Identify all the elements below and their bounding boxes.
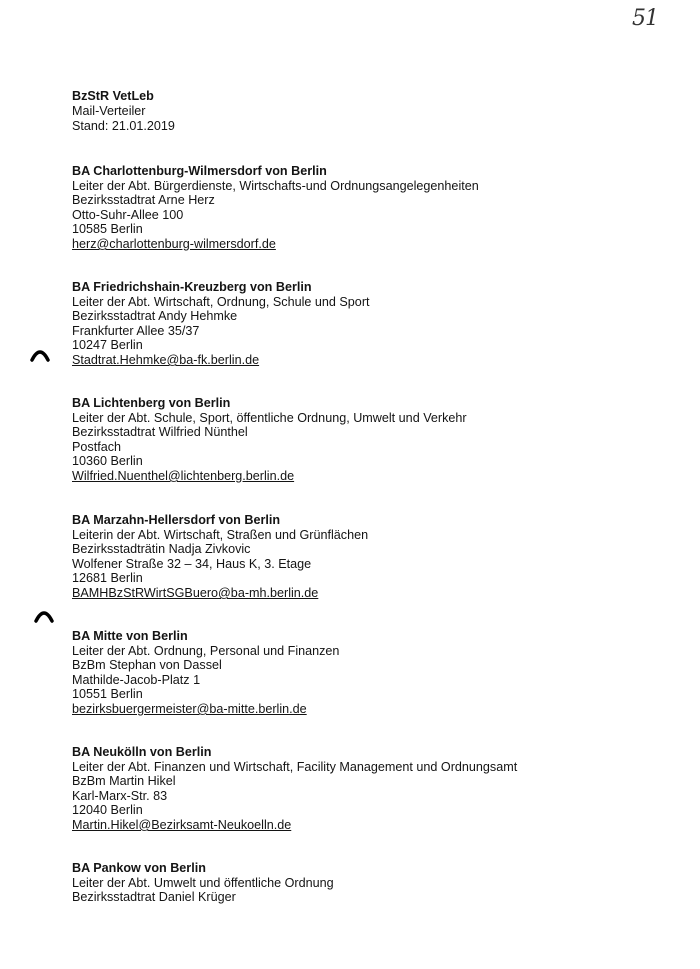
entry-role: Leiter der Abt. Wirtschaft, Ordnung, Schule und Sport	[72, 294, 370, 309]
header-title: BzStR VetLeb	[72, 89, 154, 103]
entry-org: BA Pankow von Berlin	[72, 861, 206, 875]
entry-neukoelln	[72, 745, 517, 833]
entry-street: Otto-Suhr-Allee 100	[72, 207, 184, 222]
entry-mitte	[72, 629, 339, 717]
entry-role: Leiter der Abt. Schule, Sport, öffentliche Ordnung, Umwelt und Verkehr	[72, 410, 467, 425]
entry-street: Frankfurter Allee 35/37	[72, 323, 200, 338]
entry-role: Leiter der Abt. Bürgerdienste, Wirtschafts-und Ordnungsangelegenheiten	[72, 178, 479, 193]
entry-person: BzBm Stephan von Dassel	[72, 658, 222, 673]
entry-charlottenburg	[72, 164, 479, 252]
entry-city: 10551 Berlin	[72, 687, 143, 702]
entry-person: Bezirksstadtrat Daniel Krüger	[72, 890, 236, 905]
entry-email-link[interactable]: Wilfried.Nuenthel@lichtenberg.berlin.de	[72, 468, 295, 483]
entry-org: BA Mitte von Berlin	[72, 629, 188, 643]
document-header	[72, 89, 175, 134]
entry-email-link[interactable]: Martin.Hikel@Bezirksamt-Neukoelln.de	[72, 817, 292, 832]
punch-hole-mark-upper	[30, 346, 50, 362]
entry-person: Bezirksstadtrat Andy Hehmke	[72, 309, 238, 324]
entry-email-link[interactable]: Stadtrat.Hehmke@ba-fk.berlin.de	[72, 352, 260, 367]
entry-city: 12681 Berlin	[72, 571, 143, 586]
entry-email-link[interactable]: bezirksbuergermeister@ba-mitte.berlin.de	[72, 701, 307, 716]
punch-hole-mark-lower	[34, 607, 54, 623]
entry-city: 12040 Berlin	[72, 803, 143, 818]
entry-email-link[interactable]: BAMHBzStRWirtSGBuero@ba-mh.berlin.de	[72, 585, 319, 600]
entry-lichtenberg	[72, 396, 467, 484]
entry-org: BA Lichtenberg von Berlin	[72, 396, 231, 410]
entry-city: 10360 Berlin	[72, 454, 143, 469]
entry-city: 10585 Berlin	[72, 222, 143, 237]
entry-street: Wolfener Straße 32 – 34, Haus K, 3. Etage	[72, 556, 312, 571]
entry-pankow	[72, 861, 334, 905]
entry-role: Leiter der Abt. Finanzen und Wirtschaft, Facility Management und Ordnungsamt	[72, 759, 518, 774]
entry-street: Karl-Marx-Str. 83	[72, 788, 168, 803]
entry-org: BA Neukölln von Berlin	[72, 745, 212, 759]
entry-org: BA Marzahn-Hellersdorf von Berlin	[72, 513, 281, 527]
entry-person: Bezirksstadtrat Wilfried Nünthel	[72, 425, 248, 440]
entry-street: Mathilde-Jacob-Platz 1	[72, 672, 201, 687]
entry-friedrichshain-kreuzberg	[72, 280, 370, 368]
entry-org: BA Friedrichshain-Kreuzberg von Berlin	[72, 280, 312, 294]
entry-org: BA Charlottenburg-Wilmersdorf von Berlin	[72, 164, 327, 178]
entry-role: Leiter der Abt. Umwelt und öffentliche Ordnung	[72, 875, 334, 890]
entry-role: Leiterin der Abt. Wirtschaft, Straßen und Grünflächen	[72, 527, 369, 542]
entry-city: 10247 Berlin	[72, 338, 143, 353]
page-number: 51	[632, 6, 658, 31]
entry-person: BzBm Martin Hikel	[72, 774, 176, 789]
entry-email-link[interactable]: herz@charlottenburg-wilmersdorf.de	[72, 236, 276, 251]
entry-person: Bezirksstadträtin Nadja Zivkovic	[72, 542, 251, 557]
entry-role: Leiter der Abt. Ordnung, Personal und Finanzen	[72, 643, 340, 658]
header-subtitle: Mail-Verteiler	[72, 104, 146, 118]
entry-person: Bezirksstadtrat Arne Herz	[72, 193, 215, 208]
header-date: Stand: 21.01.2019	[72, 119, 175, 133]
entry-marzahn-hellersdorf	[72, 513, 368, 601]
entry-street: Postfach	[72, 439, 122, 454]
